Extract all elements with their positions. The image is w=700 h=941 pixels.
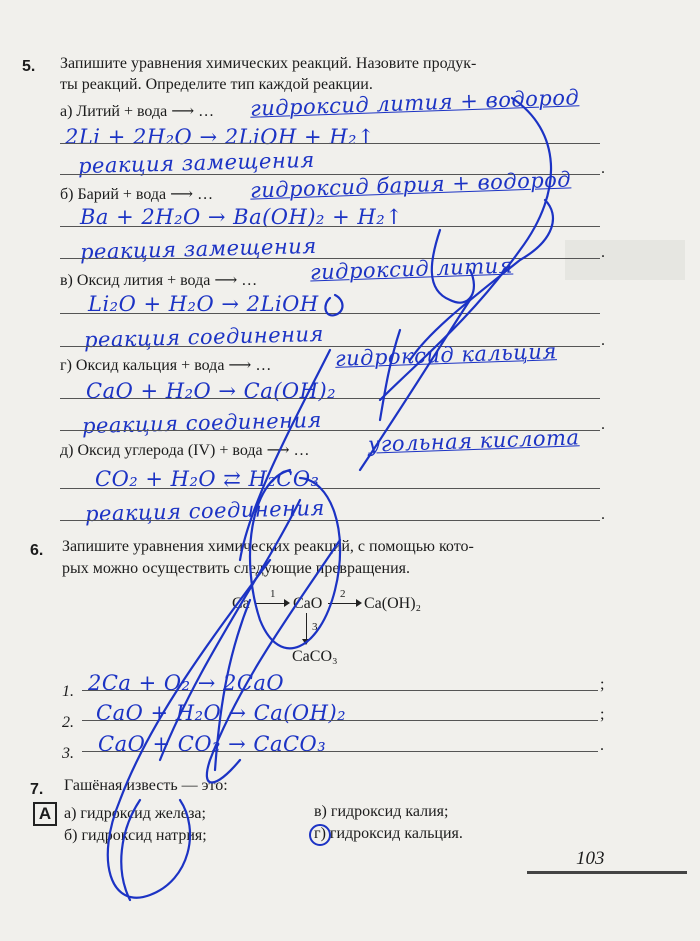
task6-text-line2: рых можно осуществить следующие превращения.	[62, 560, 410, 577]
task7-number: 7.	[30, 781, 44, 798]
line-end-period: .	[601, 506, 605, 523]
task6-answer-2-hw: CaO + H₂O → Ca(OH)₂	[96, 701, 347, 725]
answer-letter-box: А	[33, 802, 57, 826]
task5-item-d-equation: CO₂ + H₂O ⇄ H₂CO₃	[95, 467, 320, 491]
task5-number: 5.	[22, 58, 36, 75]
task7-option-g: г) гидроксид кальция.	[314, 825, 463, 842]
task6-answer-1-end: ;	[600, 676, 605, 693]
line-end-period: .	[601, 332, 605, 349]
task6-answer-2-label: 2.	[62, 714, 74, 731]
page-number: 103	[576, 848, 605, 869]
task5-item-a-product: гидроксид лития + водород	[249, 85, 580, 121]
scheme-arrow1-num: 1	[270, 588, 276, 600]
scheme-cao: CaO	[293, 595, 323, 612]
task5-item-g-equation: CaO + H₂O → Ca(OH)₂	[86, 379, 337, 403]
task5-item-d-product: угольная кислота	[367, 425, 580, 457]
task5-item-g-prompt: г) Оксид кальция + вода ⟶ …	[60, 357, 272, 374]
task5-text-line1: Запишите уравнения химических реакций. Назовите продук-	[60, 55, 477, 72]
scheme-ca: Ca	[232, 595, 250, 612]
line-end-period: .	[601, 160, 605, 177]
scribble-stroke	[360, 300, 470, 470]
scribble-stroke	[207, 540, 340, 783]
task7-option-a: а) гидроксид железа;	[64, 805, 206, 822]
task6-answer-1-hw: 2Ca + O₂ → 2CaO	[88, 671, 285, 695]
task5-item-b-type: реакция замещения	[79, 233, 317, 265]
task5-item-b-prompt: б) Барий + вода ⟶ …	[60, 186, 214, 203]
task5-item-v-product: гидроксид лития	[309, 253, 514, 285]
line-end-period: .	[601, 416, 605, 433]
task7-option-v: в) гидроксид калия;	[314, 803, 449, 820]
task5-item-b-equation: Ba + 2H₂O → Ba(OH)₂ + H₂↑	[80, 205, 404, 229]
scribble-stroke	[432, 230, 474, 303]
task5-item-d-type: реакция соединения	[84, 495, 326, 527]
scheme-arrow3-num: 3	[312, 621, 318, 633]
task6-answer-3-label: 3.	[62, 745, 74, 762]
scribble-stroke	[325, 295, 342, 315]
task5-item-d-prompt: д) Оксид углерода (IV) + вода ⟶ …	[60, 442, 310, 459]
task5-item-v-prompt: в) Оксид лития + вода ⟶ …	[60, 272, 258, 289]
task5-item-a-equation: 2Li + 2H₂O → 2LiOH + H₂↑	[65, 125, 376, 149]
task5-item-g-product: гидроксид кальция	[334, 339, 558, 371]
task5-item-a-prompt: а) Литий + вода ⟶ …	[60, 103, 215, 120]
task7-question: Гашёная известь — это:	[64, 777, 228, 794]
task5-item-b-product: гидроксид бария + водород	[249, 167, 572, 203]
scribble-stroke	[410, 200, 553, 360]
task6-answer-3-end: .	[600, 737, 604, 754]
line-end-period: .	[601, 244, 605, 261]
scheme-caco3: CaCO₃	[292, 648, 338, 665]
scribble-stroke	[380, 330, 400, 420]
task5-item-g-type: реакция соединения	[81, 407, 323, 439]
task5-item-v-equation: Li₂O + H₂O → 2LiOH	[88, 292, 319, 316]
task6-answer-3-hw: CaO + CO₂ → CaCO₃	[98, 732, 327, 756]
task6-text-line1: Запишите уравнения химических реакций, с помощью кото-	[62, 538, 474, 555]
task6-answer-2-end: ;	[600, 706, 605, 723]
task5-text-line2: ты реакций. Определите тип каждой реакции.	[60, 76, 373, 93]
scribble-stroke	[121, 800, 140, 900]
task6-number: 6.	[30, 542, 44, 559]
task5-item-v-type: реакция соединения	[83, 321, 325, 353]
task6-answer-1-label: 1.	[62, 683, 74, 700]
scribble-stroke	[380, 98, 551, 400]
task7-option-b: б) гидроксид натрия;	[64, 827, 207, 844]
task5-item-a-type: реакция замещения	[77, 147, 315, 179]
scheme-arrow2-num: 2	[340, 588, 346, 600]
scheme-caoh2: Ca(OH)₂	[364, 595, 422, 612]
